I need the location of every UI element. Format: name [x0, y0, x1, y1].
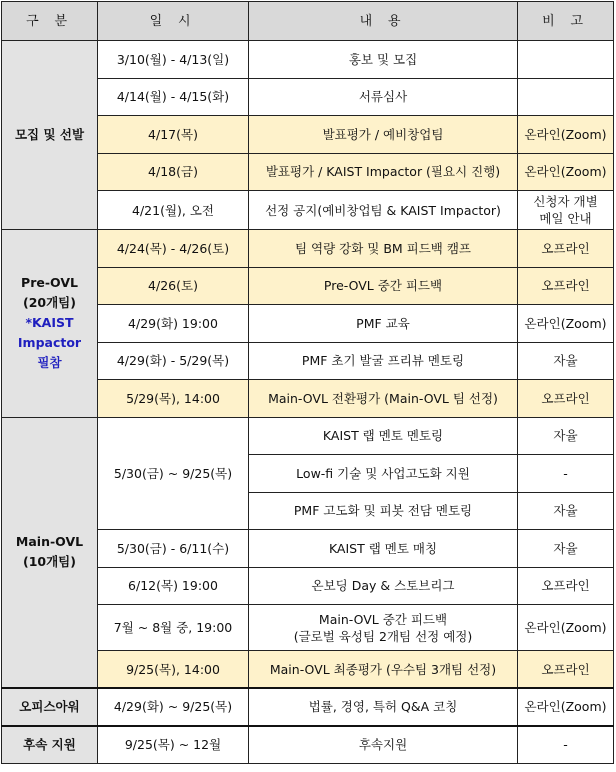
content-cell: 홍보 및 모집: [249, 41, 518, 79]
content-cell: 발표평가 / 예비창업팀: [249, 116, 518, 154]
date-cell: 9/25(목), 14:00: [98, 651, 249, 689]
category-count: (10개팀): [23, 554, 76, 570]
note-cell: 온라인(Zoom): [518, 153, 614, 191]
date-cell: 4/29(화) - 5/29(목): [98, 342, 249, 380]
content-cell: 법률, 경영, 특허 Q&A 코칭: [249, 688, 518, 726]
note-line: 신청자 개별: [533, 194, 598, 209]
note-cell: 자율: [518, 417, 614, 455]
category-pre-ovl: [2, 230, 98, 418]
header-row: [2, 2, 614, 41]
date-cell: 9/25(목) ~ 12월: [98, 726, 249, 764]
category-count: (20개팀): [23, 295, 76, 311]
category-label: Pre-OVL: [21, 275, 78, 291]
content-cell: PMF 고도화 및 피봇 전담 멘토링: [249, 492, 518, 530]
table-row: [2, 230, 614, 268]
content-cell: 서류심사: [249, 78, 518, 116]
content-cell: PMF 교육: [249, 305, 518, 343]
note-line: 메일 안내: [539, 211, 592, 226]
note-cell: 온라인(Zoom): [518, 305, 614, 343]
date-cell: 5/30(금) ~ 9/25(목): [98, 417, 249, 530]
date-cell: 4/14(월) - 4/15(화): [98, 78, 249, 116]
date-cell: 4/29(화) 19:00: [98, 305, 249, 343]
category-note: *KAIST: [25, 315, 74, 331]
note-cell: 자율: [518, 492, 614, 530]
header-category: 구 분: [2, 2, 98, 41]
category-note: Impactor: [17, 335, 82, 351]
content-cell: 발표평가 / KAIST Impactor (필요시 진행): [249, 153, 518, 191]
content-cell: 온보딩 Day & 스토브리그: [249, 567, 518, 605]
table-row: [2, 417, 614, 455]
category-recruit: 모집 및 선발: [2, 41, 98, 230]
note-cell: 온라인(Zoom): [518, 688, 614, 726]
schedule-table: [1, 1, 614, 764]
content-cell: [249, 605, 518, 651]
date-cell: 4/24(목) - 4/26(토): [98, 230, 249, 268]
note-cell: 오프라인: [518, 651, 614, 689]
category-label: Main-OVL: [15, 534, 84, 550]
content-cell: 후속지원: [249, 726, 518, 764]
date-cell: 3/10(월) - 4/13(일): [98, 41, 249, 79]
date-cell: 4/29(화) ~ 9/25(목): [98, 688, 249, 726]
date-cell: 5/29(목), 14:00: [98, 380, 249, 418]
table-row: [2, 726, 614, 764]
note-cell: [518, 191, 614, 230]
note-cell: 온라인(Zoom): [518, 605, 614, 651]
category-follow-up: 후속 지원: [2, 726, 98, 764]
table-row: [2, 688, 614, 726]
date-cell: 6/12(목) 19:00: [98, 567, 249, 605]
header-date: 일 시: [98, 2, 249, 41]
content-line: (글로벌 육성팀 2개팀 선정 예정): [293, 628, 473, 644]
content-cell: PMF 초기 발굴 프리뷰 멘토링: [249, 342, 518, 380]
content-line: Main-OVL 중간 피드백: [318, 611, 448, 627]
note-cell: 자율: [518, 342, 614, 380]
date-cell: 5/30(금) - 6/11(수): [98, 530, 249, 568]
note-cell: -: [518, 455, 614, 493]
header-content: 내 용: [249, 2, 518, 41]
note-cell: 자율: [518, 530, 614, 568]
content-cell: Low-fi 기술 및 사업고도화 지원: [249, 455, 518, 493]
content-cell: 팀 역량 강화 및 BM 피드백 캠프: [249, 230, 518, 268]
note-cell: 오프라인: [518, 230, 614, 268]
date-cell: 4/18(금): [98, 153, 249, 191]
date-cell: 4/17(목): [98, 116, 249, 154]
category-main-ovl: [2, 417, 98, 688]
note-cell: [518, 41, 614, 79]
header-note: 비 고: [518, 2, 614, 41]
table-row: [2, 41, 614, 79]
content-cell: KAIST 랩 멘토 매칭: [249, 530, 518, 568]
note-cell: 오프라인: [518, 567, 614, 605]
note-cell: 오프라인: [518, 267, 614, 305]
content-cell: KAIST 랩 멘토 멘토링: [249, 417, 518, 455]
note-cell: 오프라인: [518, 380, 614, 418]
note-cell: 온라인(Zoom): [518, 116, 614, 154]
date-cell: 4/21(월), 오전: [98, 191, 249, 230]
category-office-hour: 오피스아워: [2, 688, 98, 726]
note-cell: -: [518, 726, 614, 764]
date-cell: 4/26(토): [98, 267, 249, 305]
content-cell: Pre-OVL 중간 피드백: [249, 267, 518, 305]
note-cell: [518, 78, 614, 116]
category-note: 필참: [37, 355, 62, 371]
date-cell: 7월 ~ 8월 중, 19:00: [98, 605, 249, 651]
content-cell: 선정 공지(예비창업팀 & KAIST Impactor): [249, 191, 518, 230]
content-cell: Main-OVL 전환평가 (Main-OVL 팀 선정): [249, 380, 518, 418]
content-cell: Main-OVL 최종평가 (우수팀 3개팀 선정): [249, 651, 518, 689]
